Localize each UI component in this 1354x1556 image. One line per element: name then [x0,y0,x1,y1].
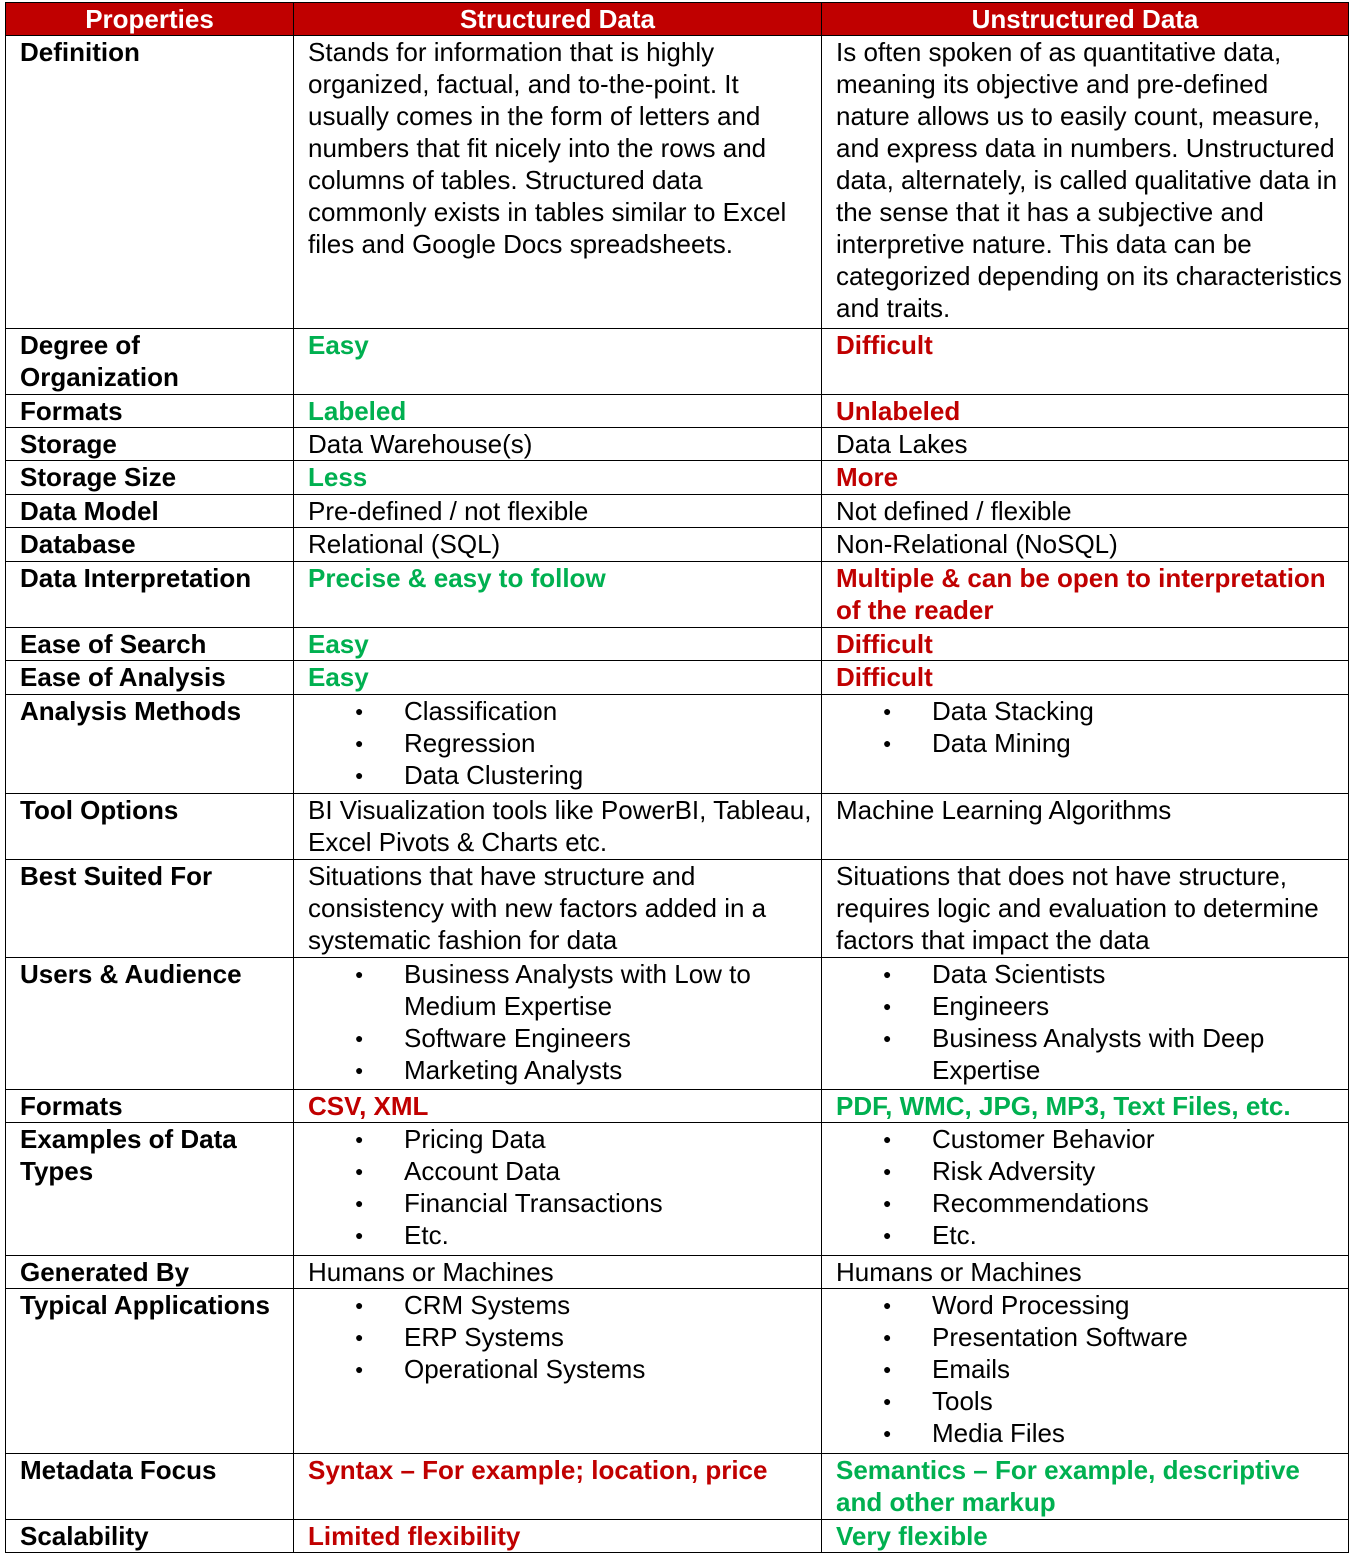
list-item: ● Data Stacking [932,695,1342,727]
structured-cell [294,1123,822,1256]
list-item: ● ERP Systems [404,1321,815,1353]
unstructured-cell [822,1289,1349,1454]
list-item: ● Etc. [404,1219,815,1251]
table-row [6,329,1349,395]
structured-cell: CSV, XML [294,1090,822,1123]
table-row [6,1289,1349,1454]
unstructured-cell: Non-Relational (NoSQL) [822,528,1349,562]
structured-cell: Easy [294,329,822,395]
list-item: ● Marketing Analysts [404,1054,815,1086]
table-row [6,562,1349,628]
structured-cell: Limited flexibility [294,1520,822,1553]
table-row [6,794,1349,860]
structured-cell [294,958,822,1090]
table-row [6,1454,1349,1520]
structured-cell [294,695,822,794]
list-item: ● Regression [404,727,815,759]
structured-cell: Less [294,461,822,495]
row-property: Analysis Methods [6,695,294,794]
structured-cell: Labeled [294,395,822,428]
list-item: ● Data Mining [932,727,1342,759]
table-row [6,395,1349,428]
row-property: Scalability [6,1520,294,1553]
bullet-list [308,958,815,1086]
row-property: Formats [6,395,294,428]
row-property: Examples of Data Types [6,1123,294,1256]
list-item: ● Account Data [404,1155,815,1187]
unstructured-cell: Semantics – For example, descriptive and other markup [822,1454,1349,1520]
unstructured-cell: PDF, WMC, JPG, MP3, Text Files, etc. [822,1090,1349,1123]
unstructured-cell [822,958,1349,1090]
unstructured-cell: Data Lakes [822,428,1349,461]
list-item: ● CRM Systems [404,1289,815,1321]
table-row [6,428,1349,461]
structured-cell: Easy [294,628,822,661]
structured-cell [294,1289,822,1454]
unstructured-cell [822,1123,1349,1256]
list-item: ● Presentation Software [932,1321,1342,1353]
list-item: ● Emails [932,1353,1342,1385]
table-row [6,528,1349,562]
unstructured-cell: Difficult [822,329,1349,395]
row-property: Definition [6,36,294,329]
bullet-list [836,1289,1342,1449]
header-row [6,3,1349,36]
table-row [6,628,1349,661]
table-row [6,695,1349,794]
bullet-list [836,958,1342,1086]
row-property: Degree of Organization [6,329,294,395]
row-property: Storage Size [6,461,294,495]
row-property: Ease of Search [6,628,294,661]
row-property: Generated By [6,1256,294,1289]
row-property: Typical Applications [6,1289,294,1454]
structured-cell: Stands for information that is highly organized, factual, and to-the-point. It usually comes in the form of letters and numbers that fit nicely into the rows and columns of tables. Structured data commonly exists in tables similar to Excel files and Google Docs spreadsheets. [294,36,822,329]
header-properties: Properties [6,3,294,36]
structured-cell: Syntax – For example; location, price [294,1454,822,1520]
list-item: ● Classification [404,695,815,727]
row-property: Database [6,528,294,562]
list-item: ● Risk Adversity [932,1155,1342,1187]
unstructured-cell: Is often spoken of as quantitative data, meaning its objective and pre-defined nature allows us to easily count, measure, and express data in numbers. Unstructured data, alternately, is called qualitative data in the sense that it has a subjective and interpretive nature. This data can be categorized depending on its characteristics and traits. [822,36,1349,329]
structured-cell: BI Visualization tools like PowerBI, Tableau, Excel Pivots & Charts etc. [294,794,822,860]
bullet-list [308,1123,815,1251]
list-item: ● Pricing Data [404,1123,815,1155]
row-property: Storage [6,428,294,461]
table-row [6,1256,1349,1289]
table-row [6,461,1349,495]
list-item: ● Data Clustering [404,759,815,791]
list-item: ● Business Analysts with Low to Medium Expertise [404,958,815,1022]
unstructured-cell: More [822,461,1349,495]
list-item: ● Data Scientists [932,958,1342,990]
row-property: Metadata Focus [6,1454,294,1520]
list-item: ● Word Processing [932,1289,1342,1321]
list-item: ● Etc. [932,1219,1342,1251]
bullet-list [836,1123,1342,1251]
unstructured-cell: Machine Learning Algorithms [822,794,1349,860]
unstructured-cell: Very flexible [822,1520,1349,1553]
list-item: ● Operational Systems [404,1353,815,1385]
list-item: ● Customer Behavior [932,1123,1342,1155]
bullet-list [308,1289,815,1385]
unstructured-cell [822,695,1349,794]
list-item: ● Software Engineers [404,1022,815,1054]
structured-cell: Relational (SQL) [294,528,822,562]
structured-cell: Precise & easy to follow [294,562,822,628]
structured-cell: Easy [294,661,822,695]
table-row [6,958,1349,1090]
table-row [6,860,1349,958]
header-unstructured-data: Unstructured Data [822,3,1349,36]
row-property: Users & Audience [6,958,294,1090]
unstructured-cell: Situations that does not have structure, requires logic and evaluation to determine factors that impact the data [822,860,1349,958]
unstructured-cell: Unlabeled [822,395,1349,428]
row-property: Data Model [6,495,294,528]
unstructured-cell: Difficult [822,628,1349,661]
structured-cell: Situations that have structure and consistency with new factors added in a systematic fashion for data [294,860,822,958]
table-row [6,1123,1349,1256]
row-property: Data Interpretation [6,562,294,628]
row-property: Tool Options [6,794,294,860]
table-row [6,36,1349,329]
list-item: ● Tools [932,1385,1342,1417]
unstructured-cell: Difficult [822,661,1349,695]
list-item: ● Media Files [932,1417,1342,1449]
list-item: ● Financial Transactions [404,1187,815,1219]
table-row [6,661,1349,695]
structured-cell: Pre-defined / not flexible [294,495,822,528]
row-property: Best Suited For [6,860,294,958]
unstructured-cell: Humans or Machines [822,1256,1349,1289]
header-structured-data: Structured Data [294,3,822,36]
comparison-table [5,2,1349,1553]
bullet-list [308,695,815,791]
row-property: Ease of Analysis [6,661,294,695]
structured-cell: Data Warehouse(s) [294,428,822,461]
table-row [6,1520,1349,1553]
row-property: Formats [6,1090,294,1123]
table-row [6,1090,1349,1123]
table-row [6,495,1349,528]
structured-cell: Humans or Machines [294,1256,822,1289]
list-item: ● Business Analysts with Deep Expertise [932,1022,1342,1086]
list-item: ● Engineers [932,990,1342,1022]
list-item: ● Recommendations [932,1187,1342,1219]
unstructured-cell: Multiple & can be open to interpretation of the reader [822,562,1349,628]
bullet-list [836,695,1342,759]
unstructured-cell: Not defined / flexible [822,495,1349,528]
